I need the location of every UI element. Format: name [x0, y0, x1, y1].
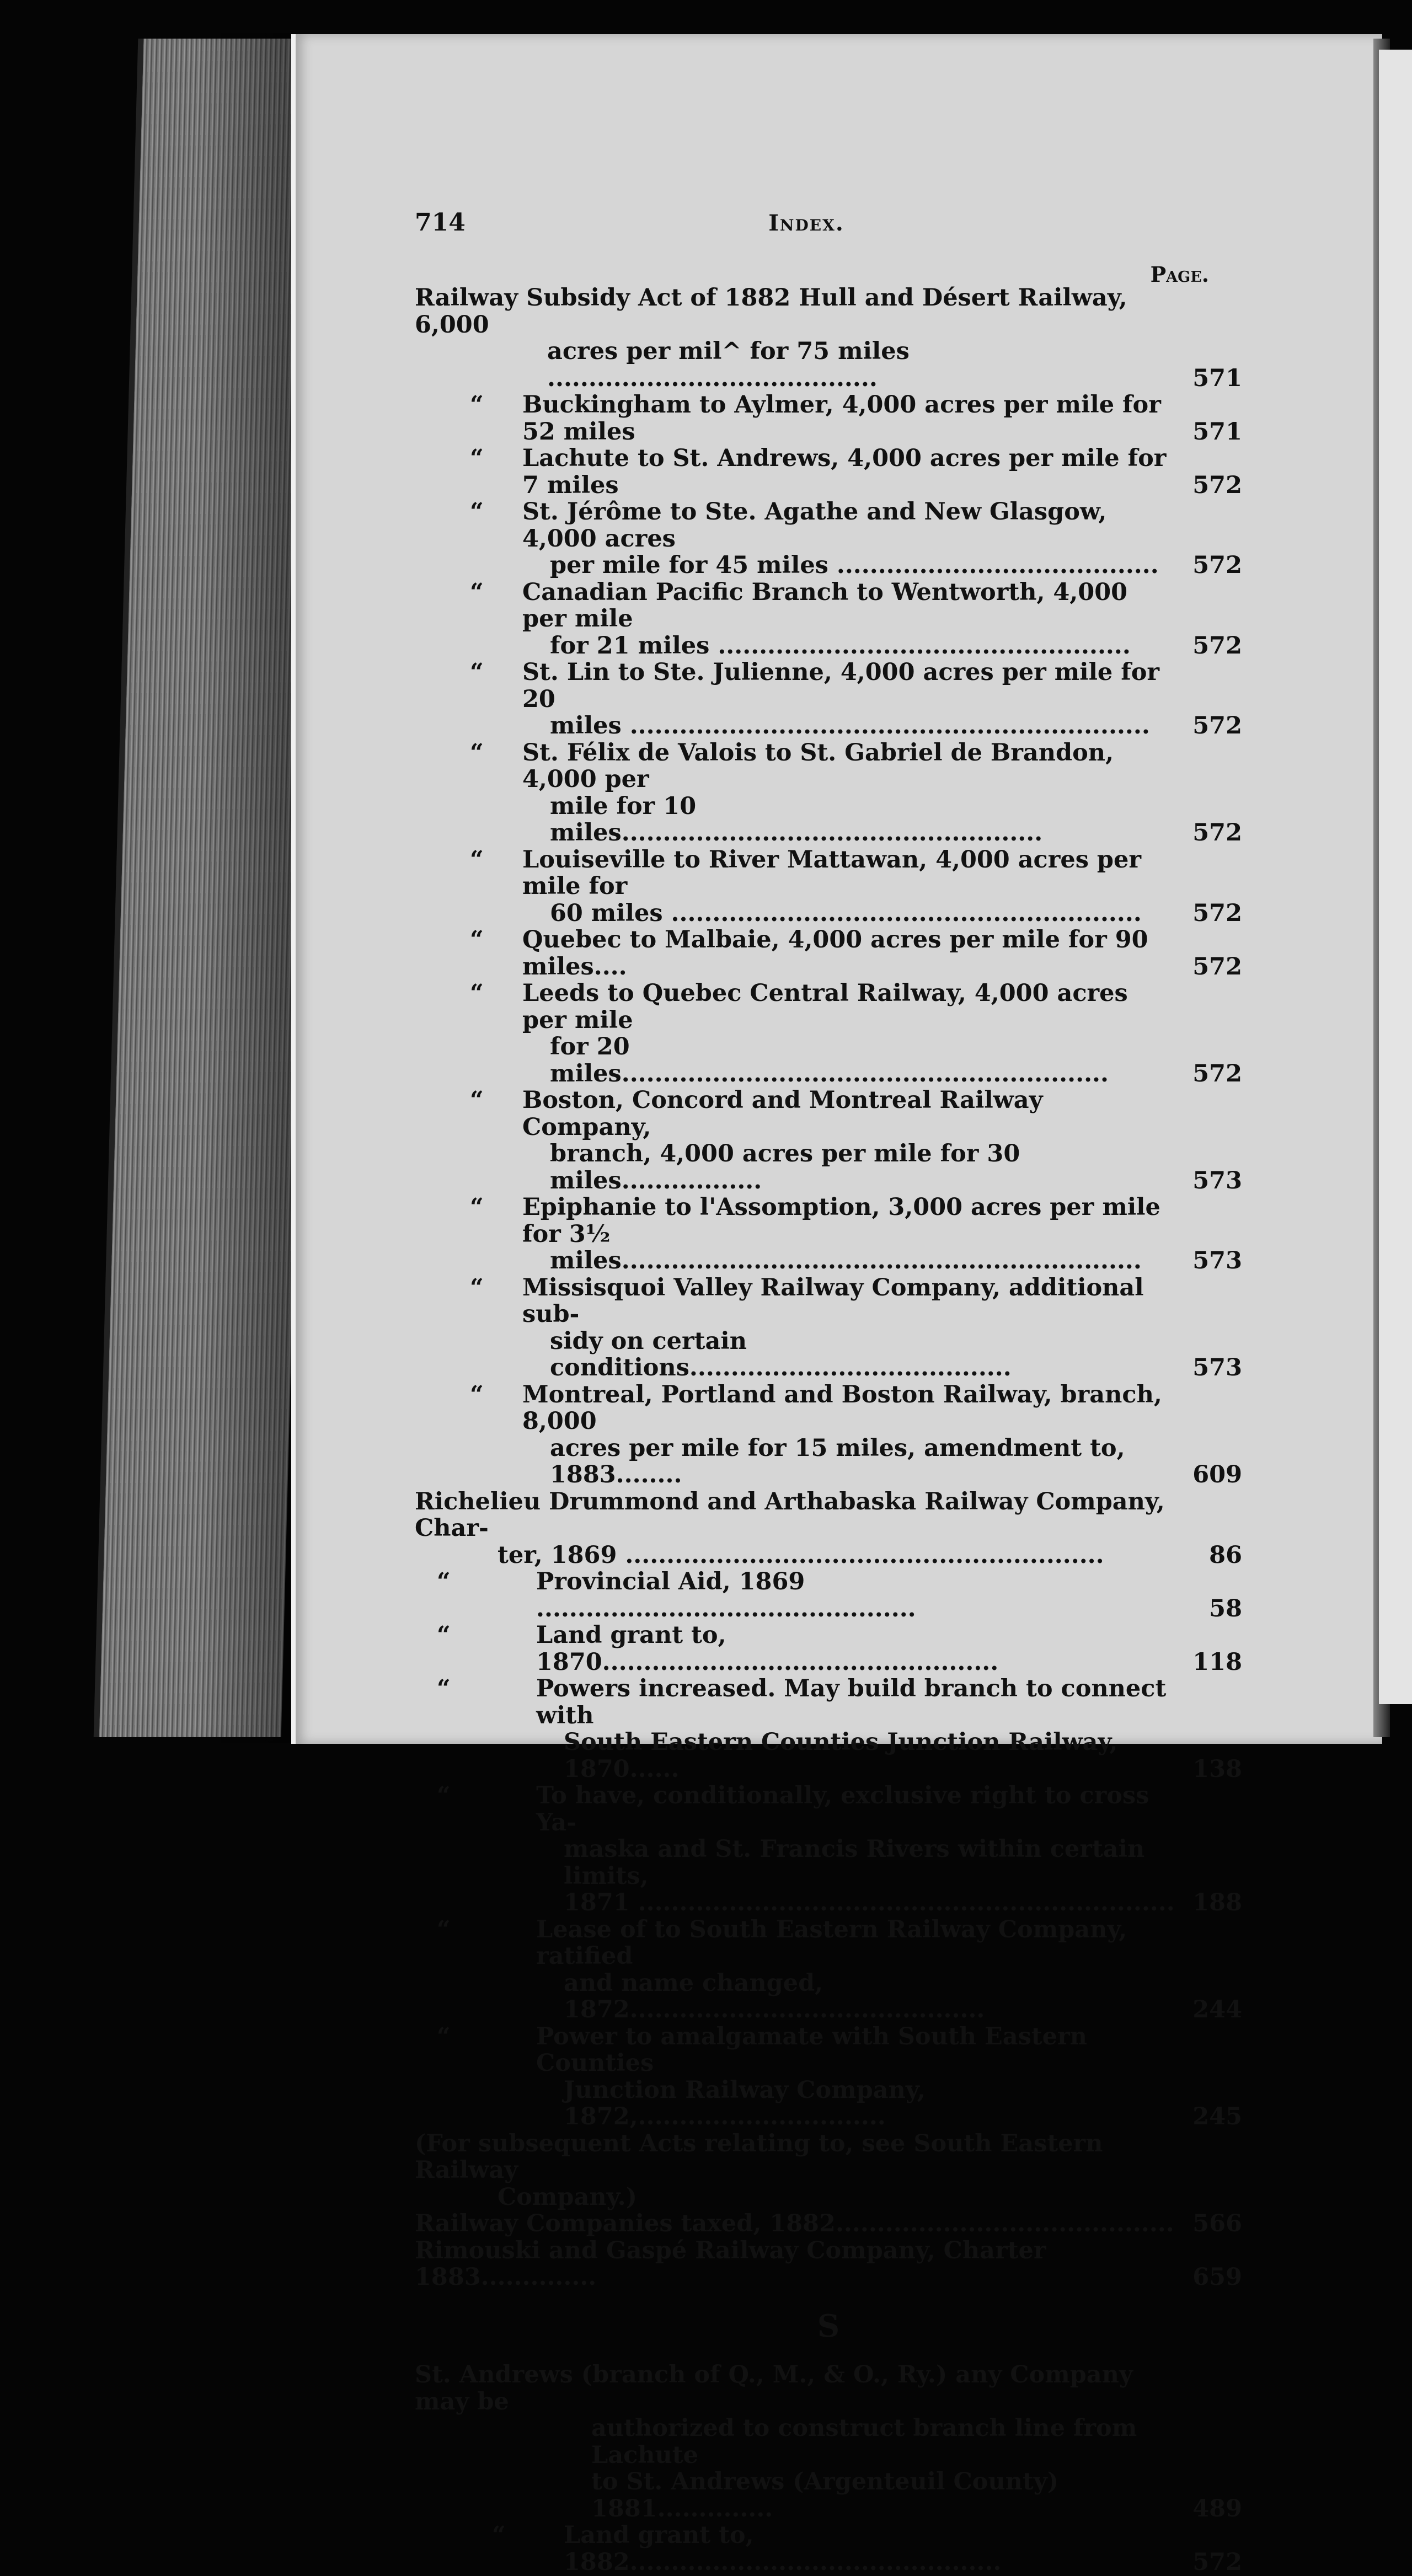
entry-first-line: Quebec to Malbaie, 4,000 acres per mile for 90 miles.... — [522, 926, 1148, 981]
entry-text — [415, 445, 1176, 499]
entry-first-line: Lease of to South Eastern Railway Company, ratified — [536, 1915, 1127, 1970]
index-entry — [415, 445, 1242, 499]
ditto-mark: “ — [470, 926, 484, 954]
entry-page-number: 572 — [1192, 899, 1242, 927]
section-letter: S — [817, 2307, 840, 2344]
ditto-mark: “ — [470, 845, 484, 874]
entry-text — [415, 1916, 1176, 2023]
index-entry — [415, 1194, 1242, 1274]
entry-continuation-line: Company.) — [498, 2183, 637, 2211]
entry-text — [415, 1782, 1176, 1916]
entry-first-line: Railway Companies taxed, 1882......................................... — [415, 2210, 1174, 2237]
ditto-mark: “ — [492, 2521, 506, 2549]
entry-first-line: Epiphanie to l'Assomption, 3,000 acres per mile for 3½ — [522, 1193, 1160, 1248]
entry-page-number: 572 — [1192, 819, 1242, 847]
ditto-mark: “ — [470, 738, 484, 767]
entry-text — [415, 2522, 1176, 2575]
entry-page-number: 572 — [1192, 952, 1242, 981]
index-entry — [415, 1381, 1242, 1488]
entry-first-line: St. Lin to Ste. Julienne, 4,000 acres per mile for 20 — [522, 658, 1160, 713]
ditto-mark: “ — [470, 1273, 484, 1302]
entry-text — [415, 1488, 1176, 1569]
entry-text — [415, 1274, 1176, 1381]
entry-page-number: 571 — [1192, 364, 1242, 392]
entry-continuation-line: 1871 ................................................................. — [564, 1889, 1175, 1916]
index-page-content — [415, 210, 1242, 2575]
index-entry — [415, 392, 1242, 445]
entry-text — [415, 2237, 1176, 2291]
ditto-mark: “ — [437, 1621, 451, 1649]
index-entry — [415, 1675, 1242, 1782]
facing-page-sliver — [1379, 50, 1412, 1704]
entry-text — [415, 1675, 1176, 1782]
ditto-mark: “ — [437, 1568, 451, 1595]
index-entry — [415, 2130, 1242, 2211]
entry-first-line: (For subsequent Acts relating to, see South Eastern Railway — [415, 2129, 1103, 2184]
entry-first-line: Provincial Aid, 1869 .............................................. — [536, 1568, 916, 1622]
index-entry — [415, 499, 1242, 579]
entry-page-number: 572 — [1192, 2548, 1242, 2576]
entry-first-line: Missisquoi Valley Railway Company, additional sub- — [522, 1273, 1144, 1328]
entry-continuation-line: and name changed, 1872........................................... — [564, 1969, 985, 2023]
ditto-mark: “ — [470, 578, 484, 606]
entry-first-line: Power to amalgamate with South Eastern Counties — [536, 2022, 1087, 2077]
entry-text — [415, 1568, 1176, 1622]
index-entry — [415, 2210, 1242, 2237]
entry-page-number: 573 — [1192, 1247, 1242, 1274]
entry-page-number: 572 — [1192, 471, 1242, 499]
entry-first-line: Montreal, Portland and Boston Railway, branch, 8,000 — [522, 1380, 1162, 1435]
index-entry — [415, 2361, 1242, 2522]
entry-text — [415, 2361, 1176, 2522]
ditto-mark: “ — [470, 658, 484, 686]
entry-text — [415, 285, 1176, 392]
entry-continuation-line: to St. Andrews (Argenteuil County) 1881.............. — [591, 2468, 1059, 2523]
entry-continuation-line: miles ............................................................... — [550, 712, 1150, 740]
entry-continuation-line: for 21 miles .................................................. — [550, 631, 1131, 660]
entry-page-number: 118 — [1192, 1648, 1242, 1676]
page-number: 714 — [415, 208, 466, 237]
entry-text — [415, 1194, 1176, 1274]
entry-page-number: 489 — [1192, 2494, 1242, 2523]
index-entry — [415, 1622, 1242, 1675]
entry-text — [415, 980, 1176, 1087]
ditto-mark: “ — [437, 2022, 451, 2050]
entry-text — [415, 579, 1176, 660]
entry-continuation-line: miles............................................................... — [550, 1247, 1142, 1274]
entry-page-number: 573 — [1192, 1166, 1242, 1195]
index-entry — [415, 2023, 1242, 2130]
entry-first-line: Leeds to Quebec Central Railway, 4,000 acres per mile — [522, 979, 1128, 1034]
page-column-label: Page. — [1150, 261, 1209, 287]
entry-first-line: Richelieu Drummond and Arthabaska Railway Company, Char- — [415, 1487, 1165, 1542]
index-entry — [415, 1916, 1242, 2023]
entry-text — [415, 926, 1176, 980]
entry-text — [415, 1622, 1176, 1675]
ditto-mark: “ — [470, 444, 484, 472]
index-entry — [415, 2522, 1242, 2575]
entry-text — [415, 1381, 1176, 1488]
entry-first-line: Railway Subsidy Act of 1882 Hull and Désert Railway, 6,000 — [415, 284, 1127, 339]
index-entry — [415, 1274, 1242, 1381]
index-entry — [415, 579, 1242, 660]
entry-continuation-line: Junction Railway Company, 1872,.............................. — [564, 2076, 926, 2130]
ditto-mark: “ — [470, 1193, 484, 1221]
index-entry — [415, 659, 1242, 740]
index-entry — [415, 2237, 1242, 2291]
entry-text — [415, 1087, 1176, 1194]
running-header — [415, 210, 1242, 237]
entry-text — [415, 2130, 1176, 2211]
index-entry — [415, 285, 1242, 392]
entry-text — [415, 499, 1176, 579]
entry-page-number: 609 — [1192, 1461, 1242, 1488]
index-entry — [415, 1568, 1242, 1622]
entry-page-number: 571 — [1192, 417, 1242, 446]
entry-continuation-line: branch, 4,000 acres per mile for 30 miles................. — [550, 1140, 1020, 1195]
entry-continuation-line: ter, 1869 .......................................................... — [498, 1541, 1104, 1569]
index-entry — [415, 847, 1242, 927]
entry-page-number: 659 — [1192, 2263, 1242, 2291]
entry-continuation-line: for 20 miles........................................................... — [550, 1033, 1109, 1088]
index-entry — [415, 1782, 1242, 1916]
ditto-mark: “ — [470, 498, 484, 526]
entry-first-line: Buckingham to Aylmer, 4,000 acres per mile for 52 miles — [522, 391, 1161, 446]
entry-continuation-line: per mile for 45 miles ....................................... — [550, 551, 1159, 579]
entry-continuation-line: acres per mil^ for 75 miles ........................................ — [547, 338, 910, 392]
ditto-mark: “ — [437, 1915, 451, 1943]
ditto-mark: “ — [470, 979, 484, 1007]
entry-page-number: 58 — [1209, 1594, 1242, 1622]
index-entry — [415, 980, 1242, 1087]
index-entry — [415, 926, 1242, 980]
entry-continuation-line: maska and St. Francis Rivers within certain limits, — [564, 1835, 1145, 1890]
entry-page-number: 572 — [1192, 1059, 1242, 1088]
ditto-mark: “ — [470, 1380, 484, 1409]
entry-page-number: 86 — [1209, 1541, 1242, 1569]
index-entry — [415, 1488, 1242, 1569]
entry-page-number: 566 — [1192, 2210, 1242, 2237]
entry-continuation-line: acres per mile for 15 miles, amendment to, 1883........ — [550, 1434, 1125, 1488]
entry-continuation-line: mile for 10 miles................................................... — [550, 792, 1043, 847]
entry-continuation-line: South Eastern Counties Junction Railway, 1870...... — [564, 1728, 1118, 1783]
entry-first-line: St. Andrews (branch of Q., M., & O., Ry.) any Company may be — [415, 2361, 1133, 2416]
entry-continuation-line: authorized to construct branch line from Lachute — [591, 2414, 1137, 2469]
entry-page-number: 572 — [1192, 631, 1242, 660]
entry-text — [415, 847, 1176, 927]
entry-page-number: 572 — [1192, 551, 1242, 579]
entry-first-line: Powers increased. May build branch to connect with — [536, 1675, 1167, 1729]
entry-page-number: 138 — [1192, 1755, 1242, 1783]
entry-first-line: Louiseville to River Mattawan, 4,000 acres per mile for — [522, 845, 1142, 900]
ditto-mark: “ — [470, 391, 484, 419]
entry-text — [415, 2210, 1176, 2237]
page-title: Index. — [768, 210, 844, 236]
ditto-mark: “ — [470, 1086, 484, 1114]
page-edge-shadow — [199, 33, 298, 1743]
entry-page-number: 244 — [1192, 1996, 1242, 2023]
entry-first-line: Boston, Concord and Montreal Railway Company, — [522, 1086, 1043, 1141]
entry-page-number: 573 — [1192, 1354, 1242, 1381]
index-entry — [415, 1087, 1242, 1194]
entry-first-line: To have, conditionally, exclusive right to cross Ya- — [536, 1782, 1149, 1836]
entry-first-line: Canadian Pacific Branch to Wentworth, 4,000 per mile — [522, 578, 1128, 633]
entry-page-number: 188 — [1192, 1889, 1242, 1916]
entry-first-line: Land grant to, 1870................................................ — [536, 1621, 999, 1676]
entry-text — [415, 659, 1176, 740]
entry-continuation-line: sidy on certain conditions....................................... — [550, 1327, 1012, 1381]
entry-text — [415, 2023, 1176, 2130]
index-entry — [415, 740, 1242, 847]
entry-first-line: St. Jérôme to Ste. Agathe and New Glasgow, 4,000 acres — [522, 498, 1107, 553]
entry-first-line: Land grant to, 1882............................................. — [564, 2521, 1002, 2576]
ditto-mark: “ — [437, 1782, 451, 1809]
entry-text — [415, 392, 1176, 445]
entry-page-number: 572 — [1192, 712, 1242, 740]
entry-continuation-line: 60 miles ......................................................... — [550, 899, 1142, 927]
entry-text — [415, 740, 1176, 847]
entry-first-line: Lachute to St. Andrews, 4,000 acres per mile for 7 miles — [522, 444, 1167, 499]
ditto-mark: “ — [437, 1675, 451, 1702]
entry-first-line: St. Félix de Valois to St. Gabriel de Brandon, 4,000 per — [522, 738, 1114, 793]
entry-page-number: 245 — [1192, 2103, 1242, 2130]
index-list-s — [415, 2361, 1242, 2575]
index-list-r — [415, 285, 1242, 2291]
entry-first-line: Rimouski and Gaspé Railway Company, Charter 1883.............. — [415, 2236, 1046, 2291]
